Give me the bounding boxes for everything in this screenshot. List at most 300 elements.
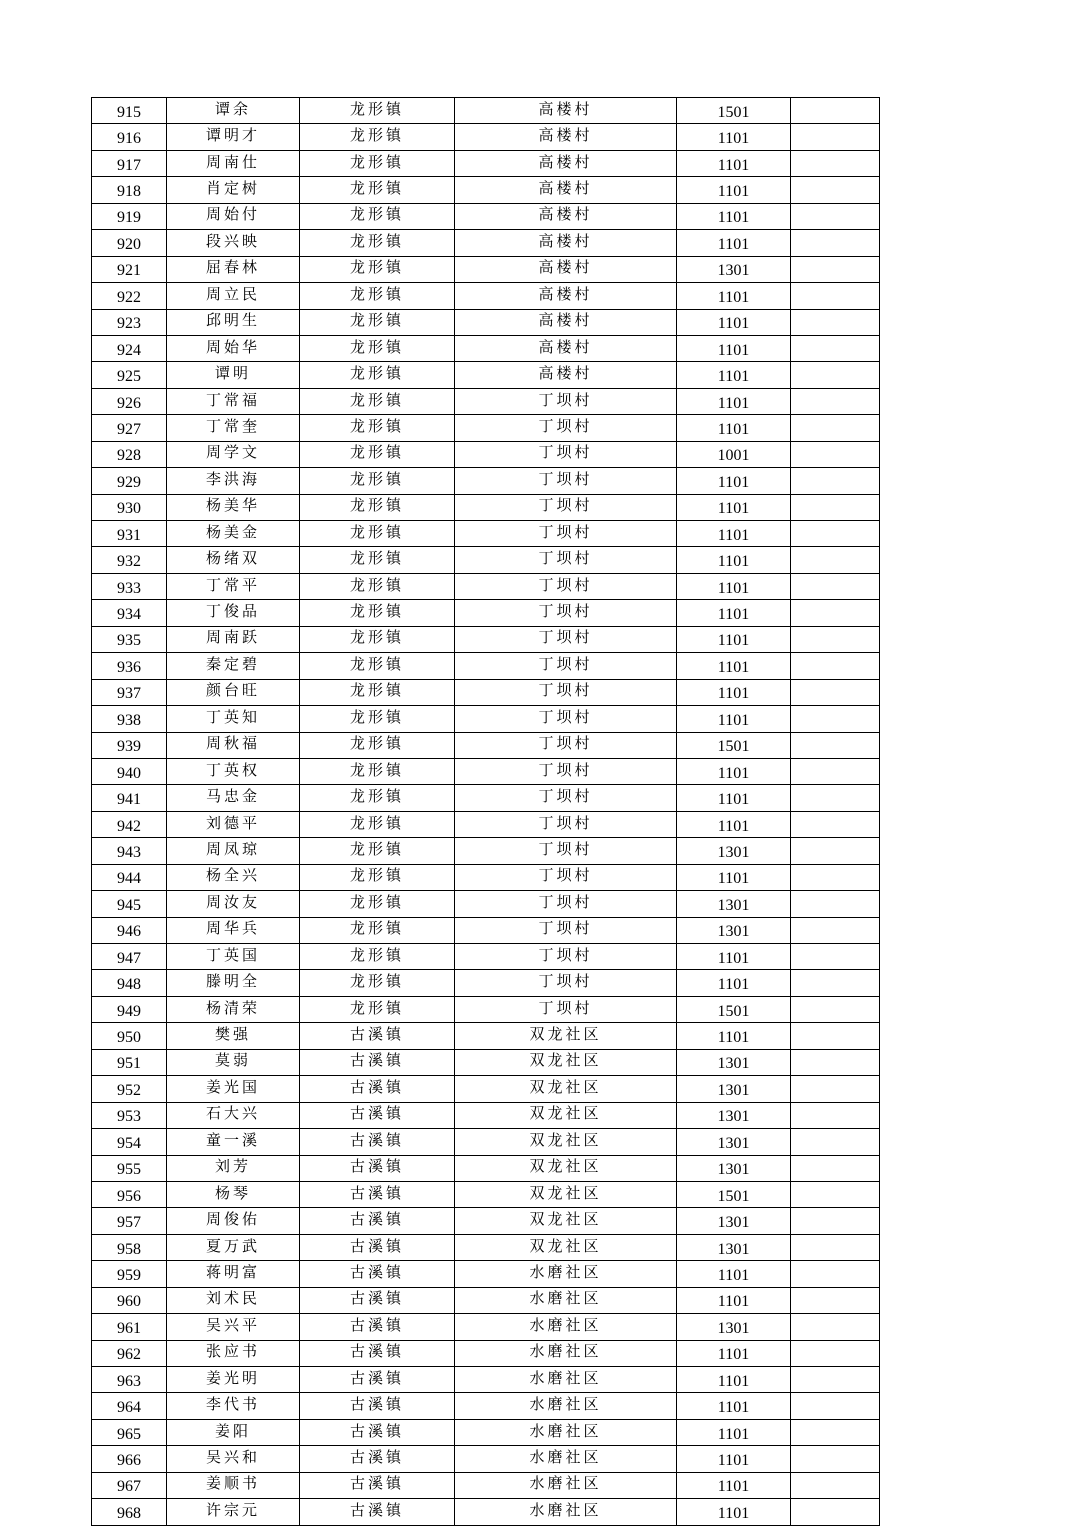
note-cell <box>791 335 880 361</box>
village-cell: 丁坝村 <box>455 891 677 917</box>
note-cell <box>791 1499 880 1525</box>
town-cell: 古溪镇 <box>300 1499 455 1525</box>
table-row <box>92 811 880 837</box>
note-cell <box>791 415 880 441</box>
village-cell: 双龙社区 <box>455 1049 677 1075</box>
seq-cell: 940 <box>92 758 167 784</box>
note-cell <box>791 1155 880 1181</box>
town-cell: 古溪镇 <box>300 1472 455 1498</box>
table-row <box>92 732 880 758</box>
code-cell: 1101 <box>677 1287 791 1313</box>
code-cell: 1501 <box>677 996 791 1022</box>
name-cell: 谭余 <box>167 98 300 124</box>
name-cell: 刘德平 <box>167 811 300 837</box>
note-cell <box>791 362 880 388</box>
name-cell: 童一溪 <box>167 1129 300 1155</box>
town-cell: 古溪镇 <box>300 1287 455 1313</box>
note-cell <box>791 1472 880 1498</box>
seq-cell: 927 <box>92 415 167 441</box>
village-cell: 水磨社区 <box>455 1472 677 1498</box>
table-row <box>92 1419 880 1445</box>
note-cell <box>791 573 880 599</box>
seq-cell: 964 <box>92 1393 167 1419</box>
village-cell: 丁坝村 <box>455 468 677 494</box>
village-cell: 双龙社区 <box>455 1181 677 1207</box>
seq-cell: 962 <box>92 1340 167 1366</box>
note-cell <box>791 1102 880 1128</box>
code-cell: 1301 <box>677 1129 791 1155</box>
table-row <box>92 864 880 890</box>
seq-cell: 934 <box>92 600 167 626</box>
seq-cell: 930 <box>92 494 167 520</box>
seq-cell: 919 <box>92 203 167 229</box>
village-cell: 高楼村 <box>455 150 677 176</box>
seq-cell: 963 <box>92 1367 167 1393</box>
town-cell: 龙形镇 <box>300 573 455 599</box>
code-cell: 1101 <box>677 573 791 599</box>
town-cell: 龙形镇 <box>300 891 455 917</box>
town-cell: 龙形镇 <box>300 970 455 996</box>
code-cell: 1301 <box>677 256 791 282</box>
code-cell: 1001 <box>677 441 791 467</box>
note-cell <box>791 706 880 732</box>
table-row <box>92 1049 880 1075</box>
town-cell: 古溪镇 <box>300 1234 455 1260</box>
note-cell <box>791 653 880 679</box>
code-cell: 1101 <box>677 521 791 547</box>
town-cell: 龙形镇 <box>300 547 455 573</box>
town-cell: 龙形镇 <box>300 679 455 705</box>
table-row <box>92 283 880 309</box>
seq-cell: 957 <box>92 1208 167 1234</box>
code-cell: 1101 <box>677 362 791 388</box>
name-cell: 颜台旺 <box>167 679 300 705</box>
note-cell <box>791 388 880 414</box>
town-cell: 古溪镇 <box>300 1155 455 1181</box>
town-cell: 古溪镇 <box>300 1049 455 1075</box>
note-cell <box>791 864 880 890</box>
name-cell: 杨美金 <box>167 521 300 547</box>
village-cell: 水磨社区 <box>455 1287 677 1313</box>
note-cell <box>791 494 880 520</box>
table-row <box>92 1314 880 1340</box>
table-row <box>92 1499 880 1525</box>
town-cell: 龙形镇 <box>300 441 455 467</box>
code-cell: 1101 <box>677 811 791 837</box>
table-row <box>92 1367 880 1393</box>
code-cell: 1101 <box>677 600 791 626</box>
seq-cell: 966 <box>92 1446 167 1472</box>
name-cell: 刘芳 <box>167 1155 300 1181</box>
seq-cell: 917 <box>92 150 167 176</box>
name-cell: 蒋明富 <box>167 1261 300 1287</box>
town-cell: 龙形镇 <box>300 494 455 520</box>
code-cell: 1101 <box>677 1023 791 1049</box>
seq-cell: 943 <box>92 838 167 864</box>
note-cell <box>791 309 880 335</box>
seq-cell: 968 <box>92 1499 167 1525</box>
note-cell <box>791 1446 880 1472</box>
name-cell: 滕明全 <box>167 970 300 996</box>
village-cell: 丁坝村 <box>455 679 677 705</box>
code-cell: 1301 <box>677 1102 791 1128</box>
note-cell <box>791 521 880 547</box>
note-cell <box>791 1234 880 1260</box>
table-row <box>92 150 880 176</box>
name-cell: 周凤琼 <box>167 838 300 864</box>
note-cell <box>791 1419 880 1445</box>
note-cell <box>791 785 880 811</box>
village-cell: 丁坝村 <box>455 653 677 679</box>
seq-cell: 925 <box>92 362 167 388</box>
seq-cell: 946 <box>92 917 167 943</box>
code-cell: 1101 <box>677 1472 791 1498</box>
village-cell: 高楼村 <box>455 335 677 361</box>
code-cell: 1101 <box>677 468 791 494</box>
code-cell: 1101 <box>677 230 791 256</box>
code-cell: 1301 <box>677 891 791 917</box>
town-cell: 龙形镇 <box>300 177 455 203</box>
seq-cell: 916 <box>92 124 167 150</box>
name-cell: 杨绪双 <box>167 547 300 573</box>
table-row <box>92 1287 880 1313</box>
seq-cell: 944 <box>92 864 167 890</box>
table-row <box>92 177 880 203</box>
seq-cell: 942 <box>92 811 167 837</box>
table-row <box>92 917 880 943</box>
code-cell: 1101 <box>677 626 791 652</box>
code-cell: 1101 <box>677 494 791 520</box>
note-cell <box>791 732 880 758</box>
table-row <box>92 838 880 864</box>
code-cell: 1101 <box>677 203 791 229</box>
table-row <box>92 468 880 494</box>
table-row <box>92 230 880 256</box>
table-row <box>92 600 880 626</box>
table-row <box>92 891 880 917</box>
note-cell <box>791 1049 880 1075</box>
table-row <box>92 441 880 467</box>
town-cell: 龙形镇 <box>300 521 455 547</box>
name-cell: 夏万武 <box>167 1234 300 1260</box>
village-cell: 水磨社区 <box>455 1419 677 1445</box>
name-cell: 莫弱 <box>167 1049 300 1075</box>
note-cell <box>791 758 880 784</box>
town-cell: 古溪镇 <box>300 1102 455 1128</box>
table-row <box>92 785 880 811</box>
village-cell: 水磨社区 <box>455 1446 677 1472</box>
table-row <box>92 309 880 335</box>
code-cell: 1101 <box>677 864 791 890</box>
code-cell: 1101 <box>677 124 791 150</box>
seq-cell: 953 <box>92 1102 167 1128</box>
town-cell: 古溪镇 <box>300 1208 455 1234</box>
village-cell: 双龙社区 <box>455 1102 677 1128</box>
table-row <box>92 706 880 732</box>
town-cell: 龙形镇 <box>300 230 455 256</box>
name-cell: 丁英国 <box>167 944 300 970</box>
town-cell: 龙形镇 <box>300 838 455 864</box>
table-row <box>92 626 880 652</box>
village-cell: 丁坝村 <box>455 415 677 441</box>
code-cell: 1101 <box>677 1340 791 1366</box>
code-cell: 1301 <box>677 1049 791 1075</box>
seq-cell: 956 <box>92 1181 167 1207</box>
seq-cell: 959 <box>92 1261 167 1287</box>
seq-cell: 965 <box>92 1419 167 1445</box>
note-cell <box>791 1261 880 1287</box>
name-cell: 吴兴平 <box>167 1314 300 1340</box>
note-cell <box>791 626 880 652</box>
seq-cell: 915 <box>92 98 167 124</box>
code-cell: 1101 <box>677 706 791 732</box>
note-cell <box>791 1181 880 1207</box>
table-row <box>92 1234 880 1260</box>
note-cell <box>791 1367 880 1393</box>
village-cell: 高楼村 <box>455 203 677 229</box>
seq-cell: 950 <box>92 1023 167 1049</box>
note-cell <box>791 468 880 494</box>
table-row <box>92 944 880 970</box>
code-cell: 1301 <box>677 917 791 943</box>
table-row <box>92 758 880 784</box>
name-cell: 周秋福 <box>167 732 300 758</box>
note-cell <box>791 970 880 996</box>
name-cell: 马忠金 <box>167 785 300 811</box>
town-cell: 古溪镇 <box>300 1129 455 1155</box>
village-cell: 丁坝村 <box>455 758 677 784</box>
seq-cell: 954 <box>92 1129 167 1155</box>
note-cell <box>791 1023 880 1049</box>
seq-cell: 945 <box>92 891 167 917</box>
town-cell: 龙形镇 <box>300 653 455 679</box>
note-cell <box>791 177 880 203</box>
village-cell: 丁坝村 <box>455 785 677 811</box>
seq-cell: 932 <box>92 547 167 573</box>
name-cell: 周学文 <box>167 441 300 467</box>
seq-cell: 937 <box>92 679 167 705</box>
seq-cell: 941 <box>92 785 167 811</box>
table-row <box>92 494 880 520</box>
village-cell: 丁坝村 <box>455 706 677 732</box>
seq-cell: 955 <box>92 1155 167 1181</box>
village-cell: 双龙社区 <box>455 1234 677 1260</box>
code-cell: 1101 <box>677 1446 791 1472</box>
table-row <box>92 362 880 388</box>
code-cell: 1101 <box>677 177 791 203</box>
note-cell <box>791 1287 880 1313</box>
name-cell: 周南跃 <box>167 626 300 652</box>
note-cell <box>791 917 880 943</box>
table-row <box>92 1023 880 1049</box>
name-cell: 周立民 <box>167 283 300 309</box>
town-cell: 龙形镇 <box>300 864 455 890</box>
village-cell: 丁坝村 <box>455 917 677 943</box>
name-cell: 李洪海 <box>167 468 300 494</box>
seq-cell: 926 <box>92 388 167 414</box>
note-cell <box>791 98 880 124</box>
code-cell: 1101 <box>677 150 791 176</box>
note-cell <box>791 600 880 626</box>
seq-cell: 923 <box>92 309 167 335</box>
name-cell: 姜阳 <box>167 1419 300 1445</box>
code-cell: 1101 <box>677 653 791 679</box>
town-cell: 龙形镇 <box>300 98 455 124</box>
name-cell: 屈春林 <box>167 256 300 282</box>
code-cell: 1101 <box>677 1419 791 1445</box>
code-cell: 1101 <box>677 679 791 705</box>
note-cell <box>791 1314 880 1340</box>
village-cell: 丁坝村 <box>455 441 677 467</box>
village-cell: 丁坝村 <box>455 600 677 626</box>
name-cell: 杨美华 <box>167 494 300 520</box>
town-cell: 龙形镇 <box>300 996 455 1022</box>
code-cell: 1101 <box>677 758 791 784</box>
name-cell: 丁常福 <box>167 388 300 414</box>
table-row <box>92 1261 880 1287</box>
seq-cell: 938 <box>92 706 167 732</box>
note-cell <box>791 547 880 573</box>
town-cell: 龙形镇 <box>300 706 455 732</box>
town-cell: 龙形镇 <box>300 600 455 626</box>
table-row <box>92 1472 880 1498</box>
code-cell: 1101 <box>677 944 791 970</box>
table-row <box>92 1076 880 1102</box>
town-cell: 龙形镇 <box>300 124 455 150</box>
name-cell: 姜顺书 <box>167 1472 300 1498</box>
town-cell: 古溪镇 <box>300 1446 455 1472</box>
seq-cell: 936 <box>92 653 167 679</box>
note-cell <box>791 811 880 837</box>
table-row <box>92 1129 880 1155</box>
table-row <box>92 335 880 361</box>
village-cell: 水磨社区 <box>455 1393 677 1419</box>
table-row <box>92 1446 880 1472</box>
name-cell: 周始华 <box>167 335 300 361</box>
village-cell: 双龙社区 <box>455 1129 677 1155</box>
table-row <box>92 388 880 414</box>
village-cell: 丁坝村 <box>455 996 677 1022</box>
name-cell: 樊强 <box>167 1023 300 1049</box>
name-cell: 石大兴 <box>167 1102 300 1128</box>
name-cell: 丁俊品 <box>167 600 300 626</box>
code-cell: 1101 <box>677 415 791 441</box>
note-cell <box>791 203 880 229</box>
note-cell <box>791 891 880 917</box>
table-row <box>92 573 880 599</box>
seq-cell: 922 <box>92 283 167 309</box>
seq-cell: 935 <box>92 626 167 652</box>
table-row <box>92 653 880 679</box>
village-cell: 丁坝村 <box>455 970 677 996</box>
name-cell: 周华兵 <box>167 917 300 943</box>
village-cell: 高楼村 <box>455 256 677 282</box>
code-cell: 1101 <box>677 335 791 361</box>
table-row <box>92 256 880 282</box>
code-cell: 1101 <box>677 388 791 414</box>
table-row <box>92 521 880 547</box>
seq-cell: 933 <box>92 573 167 599</box>
town-cell: 龙形镇 <box>300 944 455 970</box>
village-cell: 双龙社区 <box>455 1208 677 1234</box>
note-cell <box>791 283 880 309</box>
code-cell: 1101 <box>677 1393 791 1419</box>
name-cell: 李代书 <box>167 1393 300 1419</box>
table-row <box>92 1340 880 1366</box>
code-cell: 1301 <box>677 1155 791 1181</box>
seq-cell: 947 <box>92 944 167 970</box>
seq-cell: 929 <box>92 468 167 494</box>
village-cell: 丁坝村 <box>455 573 677 599</box>
town-cell: 龙形镇 <box>300 415 455 441</box>
name-cell: 吴兴和 <box>167 1446 300 1472</box>
table-row <box>92 996 880 1022</box>
town-cell: 古溪镇 <box>300 1261 455 1287</box>
town-cell: 龙形镇 <box>300 309 455 335</box>
village-cell: 丁坝村 <box>455 864 677 890</box>
table-row <box>92 1393 880 1419</box>
note-cell <box>791 1393 880 1419</box>
table-row <box>92 1155 880 1181</box>
town-cell: 古溪镇 <box>300 1314 455 1340</box>
name-cell: 丁常平 <box>167 573 300 599</box>
village-cell: 高楼村 <box>455 98 677 124</box>
name-cell: 邱明生 <box>167 309 300 335</box>
town-cell: 龙形镇 <box>300 362 455 388</box>
town-cell: 龙形镇 <box>300 335 455 361</box>
seq-cell: 928 <box>92 441 167 467</box>
town-cell: 古溪镇 <box>300 1393 455 1419</box>
table-row <box>92 1208 880 1234</box>
village-cell: 高楼村 <box>455 124 677 150</box>
town-cell: 古溪镇 <box>300 1181 455 1207</box>
note-cell <box>791 1076 880 1102</box>
note-cell <box>791 838 880 864</box>
town-cell: 龙形镇 <box>300 468 455 494</box>
town-cell: 龙形镇 <box>300 150 455 176</box>
village-cell: 水磨社区 <box>455 1367 677 1393</box>
table-row <box>92 547 880 573</box>
village-cell: 高楼村 <box>455 362 677 388</box>
table-body <box>92 98 880 1526</box>
seq-cell: 961 <box>92 1314 167 1340</box>
note-cell <box>791 679 880 705</box>
note-cell <box>791 230 880 256</box>
town-cell: 古溪镇 <box>300 1076 455 1102</box>
code-cell: 1101 <box>677 970 791 996</box>
town-cell: 龙形镇 <box>300 785 455 811</box>
table-row <box>92 970 880 996</box>
name-cell: 杨琴 <box>167 1181 300 1207</box>
code-cell: 1101 <box>677 283 791 309</box>
village-cell: 双龙社区 <box>455 1155 677 1181</box>
table-row <box>92 98 880 124</box>
village-cell: 高楼村 <box>455 309 677 335</box>
seq-cell: 939 <box>92 732 167 758</box>
town-cell: 龙形镇 <box>300 732 455 758</box>
village-cell: 丁坝村 <box>455 811 677 837</box>
village-cell: 水磨社区 <box>455 1261 677 1287</box>
note-cell <box>791 1340 880 1366</box>
code-cell: 1101 <box>677 1261 791 1287</box>
name-cell: 杨清荣 <box>167 996 300 1022</box>
town-cell: 龙形镇 <box>300 283 455 309</box>
village-cell: 丁坝村 <box>455 626 677 652</box>
code-cell: 1301 <box>677 1234 791 1260</box>
town-cell: 古溪镇 <box>300 1023 455 1049</box>
town-cell: 龙形镇 <box>300 758 455 784</box>
village-cell: 双龙社区 <box>455 1076 677 1102</box>
